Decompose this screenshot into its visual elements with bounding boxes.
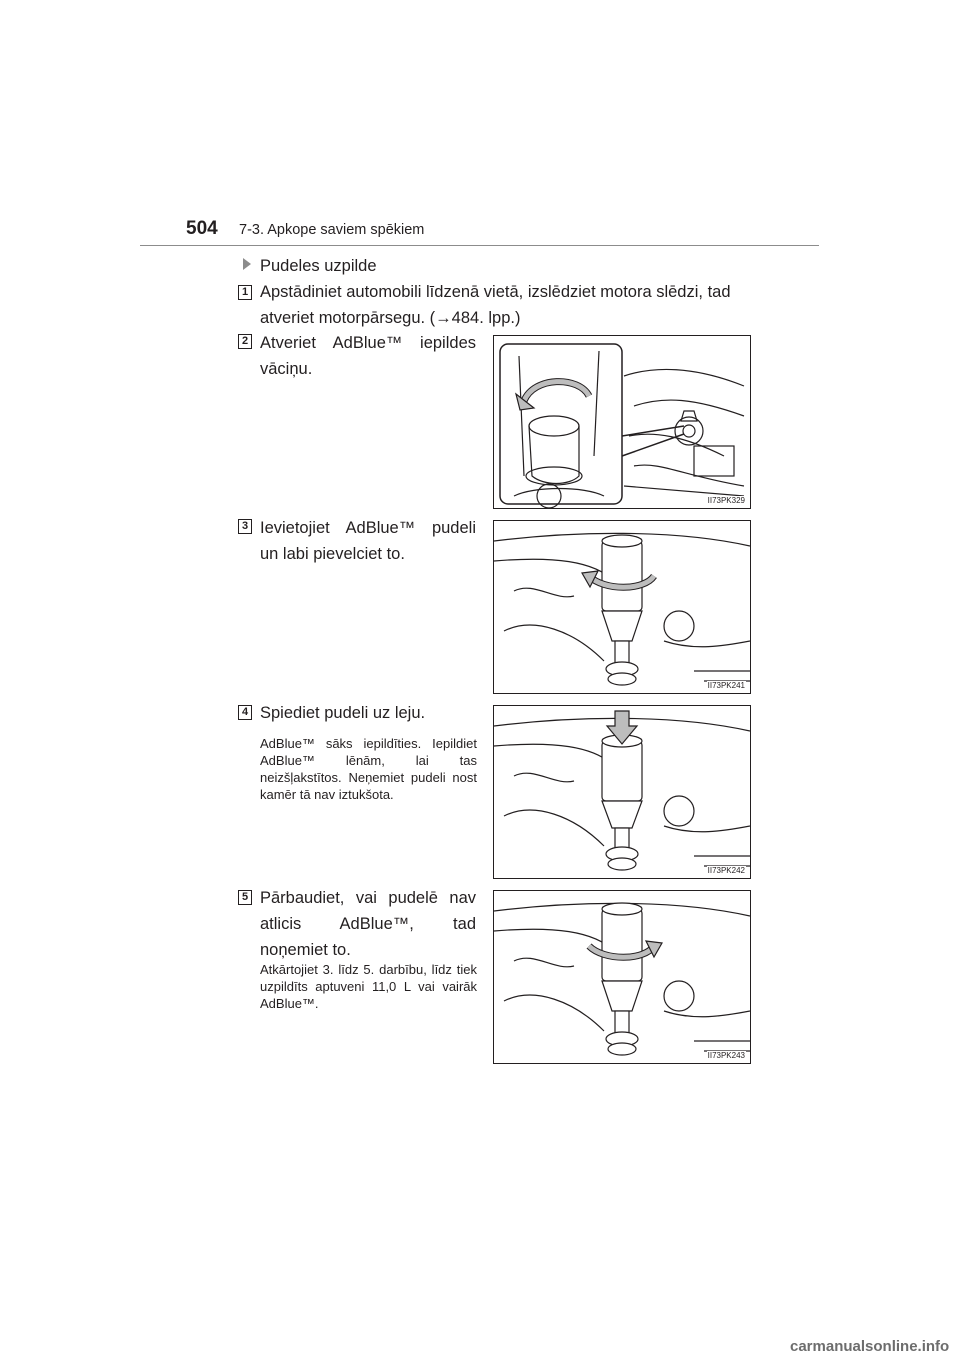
step-number-3: 3 [238,519,252,534]
figure-remove-bottle [493,890,751,1064]
subheading-text: Pudeles uzpilde [260,257,377,275]
step-4-text [260,700,476,726]
push-bottle-illustration [494,706,750,878]
figure-push-bottle [493,705,751,879]
engine-bay-illustration [494,336,750,508]
page-number: 504 [186,218,218,239]
step-3-line-1: Ievietojiet AdBlue™ pudeli [260,519,476,537]
step-4-line-1: Spiediet pudeli uz leju. [260,704,426,722]
step-2-text [260,330,476,382]
remove-bottle-illustration [494,891,750,1063]
step-4-note: AdBlue™ sāks iepildīties. Iepildiet AdBlue™ lēnām, lai tas neizšļakstītos. Neņemiet pudeli nost kamēr tā nav iztukšota. [260,736,477,802]
step-5-line-1: Pārbaudiet, vai pudelē nav [260,889,476,907]
step-2-line-2: vāciņu. [260,360,313,378]
step-number-2: 2 [238,334,252,349]
step-3-line-2: un labi pievelciet to. [260,545,405,563]
figure-code: II73PK243 [707,1051,745,1060]
step-number-1: 1 [238,285,252,300]
step-5-line-3: noņemiet to. [260,941,351,959]
step-1-line-2: atveriet motorpārsegu. (→484. lpp.) [260,309,521,327]
step-1-line-1: Apstādiniet automobili līdzenā vietā, izslēdziet motora slēdzi, tad [260,283,731,301]
insert-bottle-illustration [494,521,750,693]
section-title: 7-3. Apkope saviem spēkiem [239,222,425,238]
step-2-line-1: Atveriet AdBlue™ iepildes [260,334,476,352]
figure-insert-bottle [493,520,751,694]
figure-code: II73PK241 [707,681,745,690]
watermark: carmanualsonline.info [790,1338,950,1355]
figure-code: II73PK329 [707,496,745,505]
subheading [243,257,377,276]
figure-code: II73PK242 [707,866,745,875]
step-5-text [260,885,476,963]
step-5-note: Atkārtojiet 3. līdz 5. darbību, līdz tiek uzpildīts aptuveni 11,0 L vai vairāk AdBlue™. [260,962,477,1011]
step-3-text [260,515,476,567]
step-number-4: 4 [238,705,252,720]
step-number-5: 5 [238,890,252,905]
triangle-bullet-icon [243,258,251,270]
header-rule [140,245,819,246]
step-5-line-2: atlicis AdBlue™, tad [260,915,476,933]
step-1-text [260,279,750,331]
figure-open-cap [493,335,751,509]
